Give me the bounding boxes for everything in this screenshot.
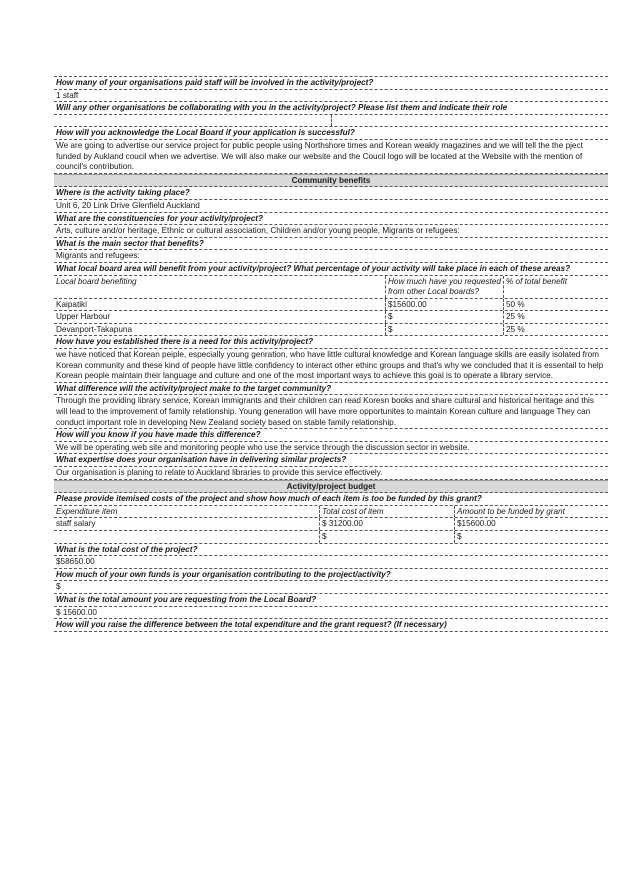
question-expertise: What expertise does your organisation have in delivering similar projects? <box>54 454 608 467</box>
budget-item-cell <box>54 531 319 543</box>
question-main-sector: What is the main sector that benefits? <box>54 238 608 251</box>
answer-know: We will be operating web site and monitoring people who use the service through the discussion sector in website. <box>54 442 608 455</box>
answer-requesting: $ 15600.00 <box>54 607 608 620</box>
question-total-cost: What is the total cost of the project? <box>54 544 608 557</box>
board-name-cell: Upper Harbour <box>56 312 111 322</box>
board-requested-cell: $15600.00 <box>385 299 503 311</box>
question-own-funds: How much of your own funds is your organisation contributing to the project/activity? <box>54 569 608 582</box>
question-raise-difference: How will you raise the difference between the total expenditure and the grant request? (If necessary) <box>54 619 608 632</box>
answer-need: we have noticed that Korean peiple, especially young genration, who have little cultural knowledge and Korean language skills are easily isolated from Korean community and these kind of people have little confidency to interact other ethinc groups and that's why we concluded that it is essentail to help Korean people maintain their language and culture and one of the most important ways to achieve this goal is to operate a library service. <box>54 349 608 383</box>
question-know: How will you know if you have made this difference? <box>54 429 608 442</box>
budget-header-grant: Amount to be funded by grant <box>454 506 608 518</box>
table-row <box>54 518 608 531</box>
board-requested-cell: $ <box>385 311 503 323</box>
answer-total-cost: $58650.00 <box>54 556 608 569</box>
budget-grant-cell: $15600.00 <box>454 518 608 530</box>
board-name-cell: Devanport-Takapuna <box>56 324 133 334</box>
question-constituencies: What are the constituencies for your activity/project? <box>54 213 608 226</box>
section-header-budget: Activity/project budget <box>54 480 608 494</box>
budget-header-item: Expenditure item <box>56 506 118 516</box>
answer-collaborating <box>54 115 331 127</box>
answer-difference: Through the providing library service, Korean immigrants and their children can read Koresn books and share cultural and historical heritage and this will lead to the improvement of family relationship. Young generation will have more opportunites to maintain Korean culture and language They can conduct important role in developing New Zealand society based on stable family relationship. <box>54 395 608 429</box>
answer-where: Unit 6, 20 Link Drive Glenfield Auckland <box>54 200 608 213</box>
board-name-cell: Kaipatiki <box>56 299 87 309</box>
answer-main-sector: Migrants and refugees: <box>54 250 608 263</box>
question-where: Where is the activity taking place? <box>54 187 608 200</box>
table-row <box>54 324 608 337</box>
budget-header-total: Total cost of item <box>319 506 454 518</box>
board-percent-cell: 25 % <box>503 311 608 323</box>
budget-table-header <box>54 506 608 519</box>
answer-collaborating-role <box>331 115 609 127</box>
grant-application-form <box>54 76 608 632</box>
question-paid-staff: How many of your organisations paid staff will be involved in the activity/project? <box>54 77 608 90</box>
board-header-percent: % of total benefit <box>503 276 608 298</box>
section-header-community-benefits: Community benefits <box>54 174 608 188</box>
question-collaborating: Will any other organisations be collaborating with you in the activity/project? Please list them and indicate their role <box>54 102 608 115</box>
budget-grant-cell: $ <box>454 531 608 543</box>
question-acknowledge: How will you acknowledge the Local Board if your application is successful? <box>54 127 608 140</box>
board-percent-cell: 50 % <box>503 299 608 311</box>
answer-acknowledge: We are going to advertise our service project for public people using Northshore times and Korean weakly magazines and we will tell the the pject funded by Aukland coucil when we advertise. We will also make our website and the Coucil logo will be located at the Website with the mention of council's contribution. <box>54 140 608 174</box>
budget-total-cell: $ 31200.00 <box>319 518 454 530</box>
table-row <box>54 311 608 324</box>
board-table-header <box>54 276 608 299</box>
budget-total-cell: $ <box>319 531 454 543</box>
answer-paid-staff: 1 staff <box>54 90 608 103</box>
board-header-local-board: Local board benefiting <box>56 276 137 286</box>
table-row <box>54 299 608 312</box>
answer-collaborating-row <box>54 115 608 128</box>
board-percent-cell: 25 % <box>503 324 608 336</box>
question-local-board: What local board area will benefit from your activity/project? What percentage of your activity will take place in each of these areas? <box>54 263 608 276</box>
question-itemise: Please provide itemised costs of the project and show how much of each item is too be funded by this grant? <box>54 493 608 506</box>
board-header-requested: How much have you requested from other Local boards? <box>385 276 503 298</box>
question-need: How have you established there is a need for this activity/project? <box>54 336 608 349</box>
board-requested-cell: $ <box>385 324 503 336</box>
question-difference: What difference will the activity/project make to the target community? <box>54 383 608 396</box>
answer-constituencies: Arts, culture and/or heritage, Ethnic or cultural association, Children and/or young people, Migrants or refugees: <box>54 225 608 238</box>
answer-expertise: Our organisation is planing to relate to Auckland libraries to provide this service effectively. <box>54 467 608 480</box>
question-requesting: What is the total amount you are requesting from the Local Board? <box>54 594 608 607</box>
table-row <box>54 531 608 544</box>
answer-own-funds: $ <box>54 581 608 594</box>
budget-item-cell: staff salary <box>56 519 96 529</box>
